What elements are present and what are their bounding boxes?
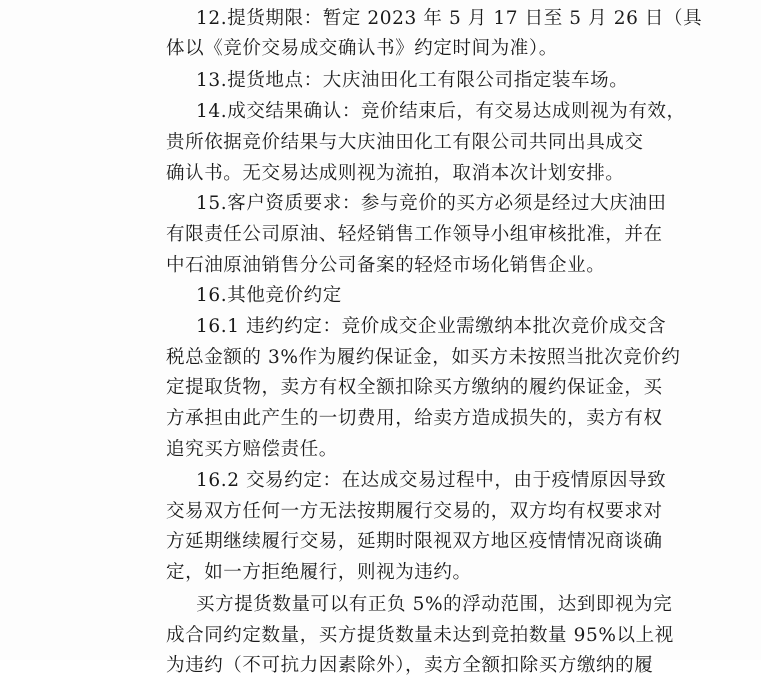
text-line: 16.2 交易约定：在达成交易过程中，由于疫情原因导致	[196, 470, 667, 491]
text-line: 体以《竞价交易成交确认书》约定时间为准）。	[166, 38, 558, 59]
text-line: 贵所依据竞价结果与大庆油田化工有限公司共同出具成交	[166, 132, 644, 153]
text-line: 税总金额的 3%作为履约保证金，如买方未按照当批次竞价约	[166, 347, 681, 368]
text-line: 中石油原油销售分公司备案的轻烃市场化销售企业。	[166, 255, 606, 276]
text-line: 为违约（不可抗力因素除外），卖方全额扣除买方缴纳的履	[166, 655, 654, 676]
text-line: 16.其他竞价约定	[196, 285, 342, 306]
text-line: 方延期继续履行交易，延期时限视双方地区疫情情况商谈确	[166, 531, 663, 552]
text-line: 15.客户资质要求：参与竞价的买方必须是经过大庆油田	[196, 193, 667, 214]
text-line: 12.提货期限：暂定 2023 年 5 月 17 日至 5 月 26 日（具	[196, 8, 703, 29]
text-line: 16.1 违约约定：竞价成交企业需缴纳本批次竞价成交含	[196, 316, 667, 337]
text-line: 方承担由此产生的一切费用，给卖方造成损失的，卖方有权	[166, 408, 663, 429]
text-line: 确认书。无交易达成则视为流拍，取消本次计划安排。	[166, 163, 625, 184]
text-line: 成合同约定数量，买方提货数量未达到竞拍数量 95%以上视	[166, 625, 674, 646]
text-line: 买方提货数量可以有正负 5%的浮动范围，达到即视为完	[196, 594, 673, 615]
text-line: 13.提货地点：大庆油田化工有限公司指定装车场。	[196, 70, 629, 91]
text-line: 14.成交结果确认：竞价结束后，有交易达成则视为有效，	[196, 101, 686, 122]
text-line: 定提取货物，卖方有权全额扣除买方缴纳的履约保证金，买	[166, 377, 663, 398]
text-line: 有限责任公司原油、轻烃销售工作领导小组审核批准，并在	[166, 224, 663, 245]
text-line: 交易双方任何一方无法按期履行交易的，双方均有权要求对	[166, 501, 663, 522]
text-line: 追究买方赔偿责任。	[166, 439, 338, 460]
text-line: 定，如一方拒绝履行，则视为违约。	[166, 562, 472, 583]
